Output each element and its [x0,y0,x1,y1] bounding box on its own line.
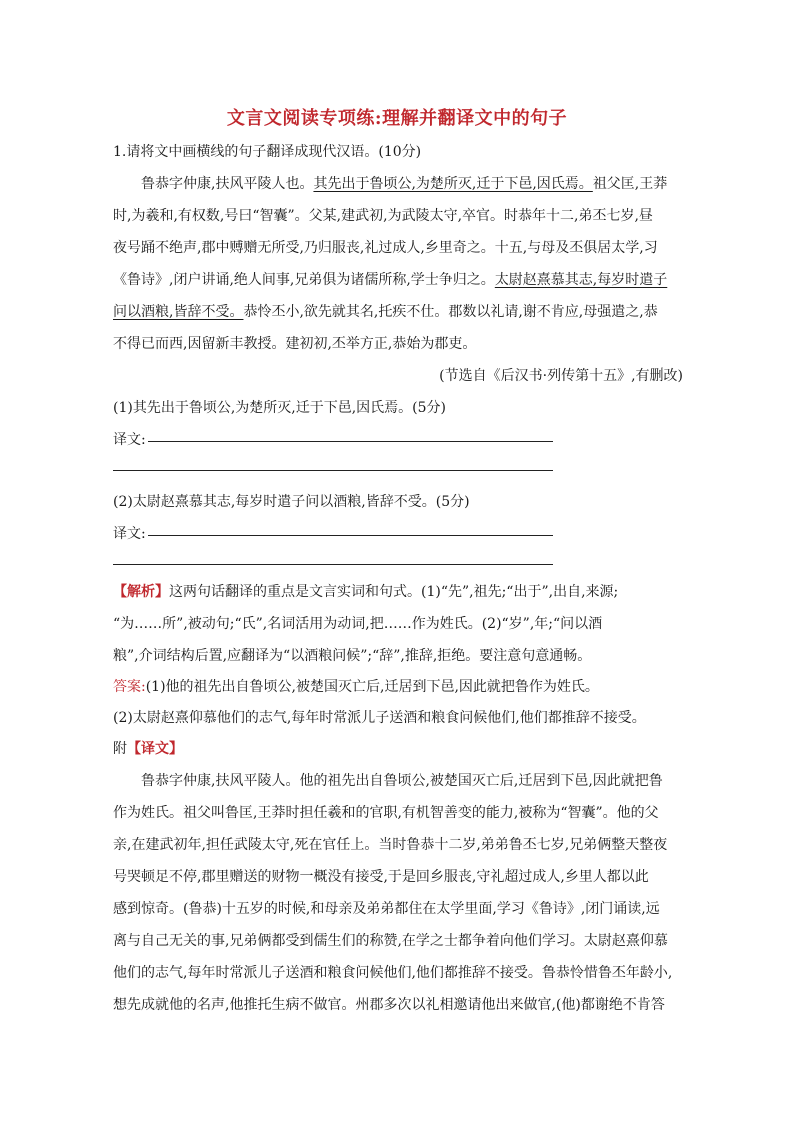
translation-line-8: 想先成就他的名声,他推托生病不做官。州郡多次以礼相邀请他出来做官,(他)都谢绝不肯答 [113,997,665,1013]
passage-text: 《鲁诗》,闭户讲诵,绝人间事,兄弟俱为诸儒所称,学士争归之。 [113,272,495,288]
page-title: 文言文阅读专项练:理解并翻译文中的句子 [226,108,568,129]
passage-line-1 [141,174,683,194]
analysis-line-3: 粮”,介词结构后置,应翻译为“以酒粮问候”;“辞”,推辞,拒绝。要注意句意通畅。 [113,648,592,664]
passage-text: 恭怜丕小,欲先就其名,托疾不仕。郡数以礼请,谢不肯应,母强遣之,恭 [243,304,658,320]
passage-source: (节选自《后汉书·列传第十五》,有删改) [439,368,683,384]
analysis-line-1 [113,582,683,602]
analysis-tag: 【解析】 [113,584,169,600]
analysis-text: 这两句话翻译的重点是文言实词和句式。(1)“先”,祖先;“出于”,出自,来源; [169,584,619,600]
answer-line-2a[interactable] [148,535,553,536]
underlined-sentence-1: 其先出于鲁顷公,为楚所灭,迁于下邑,因氏焉。 [313,176,593,192]
answer-label: 答案: [113,679,146,695]
translation-line-4: 号哭顿足不停,郡里赠送的财物一概没有接受,于是回乡服丧,守礼超过成人,乡里人都以此 [113,869,649,885]
translation-prefix: 附 [113,741,127,757]
translation-line-7: 他们的志气,每年时常派儿子送酒和粮食问候他们,他们都推辞不接受。鲁恭怜惜鲁丕年龄小, [113,965,673,981]
analysis-line-2: “为……所”,被动句;“氏”,名词活用为动词,把……作为姓氏。(2)“岁”,年;“问以酒 [113,616,603,632]
answer-line-1a[interactable] [148,441,553,442]
answer-line-1b[interactable] [113,470,553,471]
passage-text: 祖父匡,王莽 [592,176,668,192]
translation-line-1: 鲁恭字仲康,扶风平陵人。他的祖先出自鲁顷公,被楚国灭亡后,迁居到下邑,因此就把鲁 [141,773,663,789]
answer-text: (1)他的祖先出自鲁顷公,被楚国灭亡后,迁居到下邑,因此就把鲁作为姓氏。 [145,679,599,695]
translation-tag: 【译文】 [127,741,183,757]
translation-line-3: 亲,在建武初年,担任武陵太守,死在官任上。当时鲁恭十二岁,弟弟鲁丕七岁,兄弟俩整天整夜 [113,837,668,853]
passage-line-2: 时,为羲和,有权数,号曰“智囊”。父某,建武初,为武陵太守,卒官。时恭年十二,弟丕七岁,昼 [113,208,653,224]
passage-line-6: 不得已而西,因留新丰教授。建初初,丕举方正,恭始为郡吏。 [113,336,477,352]
passage-text: 鲁恭字仲康,扶风平陵人也。 [141,176,314,192]
answer-line-a2: (2)太尉赵熹仰慕他们的志气,每年时常派儿子送酒和粮食问候他们,他们都推辞不接受。 [113,710,646,726]
underlined-sentence-2b: 问以酒粮,皆辞不受。 [113,304,244,320]
translation-line-2: 作为姓氏。祖父叫鲁匡,王莽时担任羲和的官职,有机智善变的能力,被称为“智囊”。他的父 [113,805,659,821]
answer-label-1: 译文: [113,432,146,448]
answer-line-a1 [113,677,683,697]
subquestion-1: (1)其先出于鲁顷公,为楚所灭,迁于下邑,因氏焉。(5分) [113,400,447,416]
answer-label-2: 译文: [113,526,146,542]
answer-line-2b[interactable] [113,564,553,565]
question-prompt: 1.请将文中画横线的句子翻译成现代汉语。(10分) [113,144,422,160]
translation-heading [113,739,683,759]
passage-line-3: 夜号踊不绝声,郡中赙赠无所受,乃归服丧,礼过成人,乡里奇之。十五,与母及丕俱居太学,习 [113,240,658,256]
translation-line-6: 离与自己无关的事,兄弟俩都受到儒生们的称赞,在学之士都争着向他们学习。太尉赵熹仰慕 [113,933,668,949]
underlined-sentence-2a: 太尉赵熹慕其志,每岁时遣子 [494,272,668,288]
passage-line-4 [113,270,683,290]
passage-line-5 [113,302,683,322]
translation-line-5: 感到惊奇。(鲁恭)十五岁的时候,和母亲及弟弟都住在太学里面,学习《鲁诗》,闭门诵读,远 [113,901,660,917]
subquestion-2: (2)太尉赵熹慕其志,每岁时遣子问以酒粮,皆辞不受。(5分) [113,494,470,510]
